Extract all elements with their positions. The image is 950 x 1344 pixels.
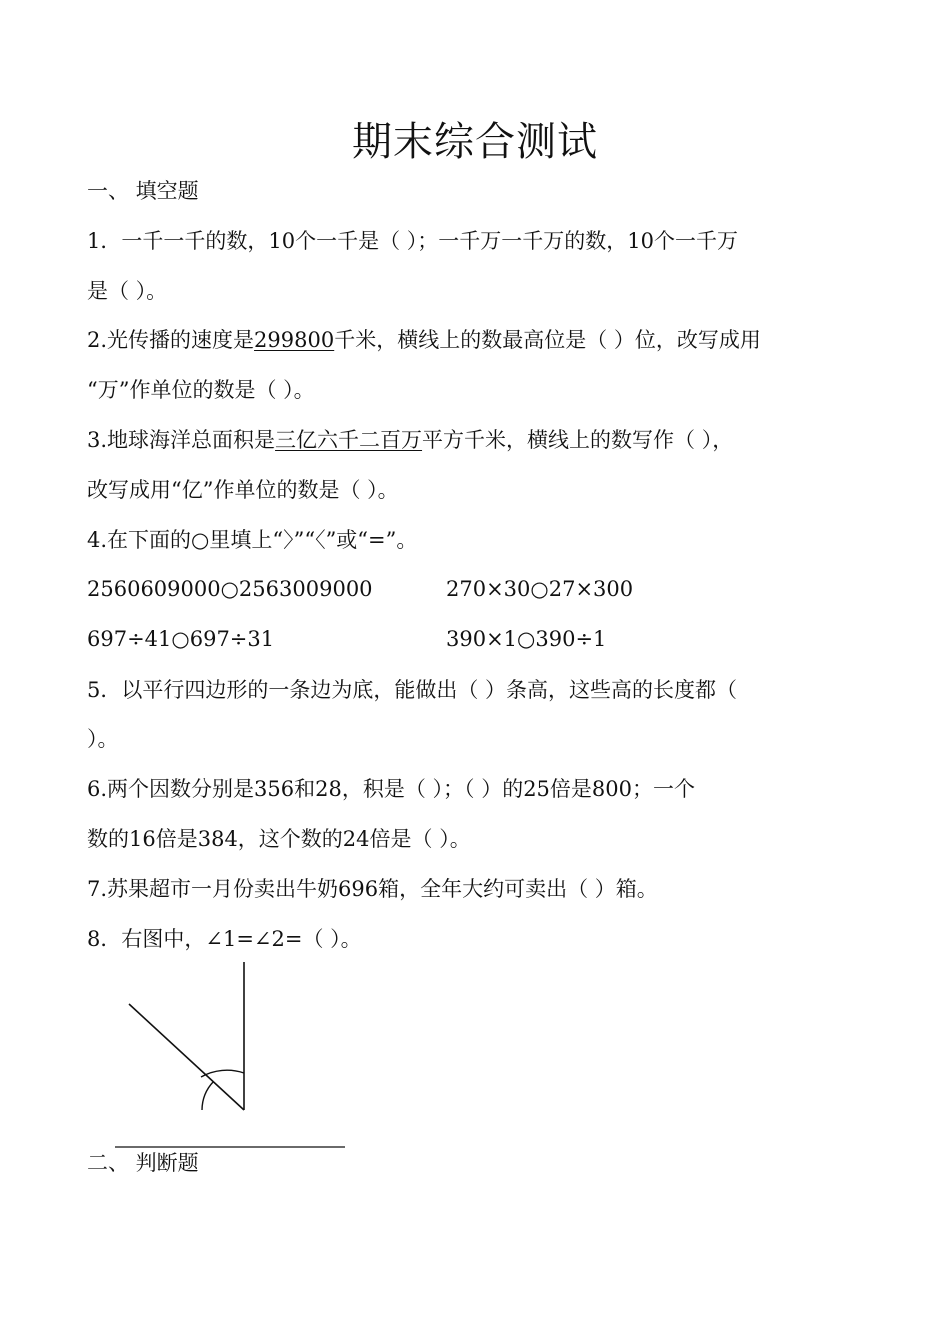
question-4-row-1-right: 270×30○27×300 xyxy=(446,577,634,601)
section-heading-fill-blank: 一、 填空题 xyxy=(87,179,199,203)
question-2-suffix: 千米，横线上的数最高位是（ ）位，改写成用 xyxy=(334,328,761,352)
diagonal-line xyxy=(129,1004,244,1110)
question-5-line-2: ）。 xyxy=(87,727,119,751)
question-8-line-1: 8．右图中，∠1=∠2=（ ）。 xyxy=(87,927,362,951)
question-6-line-2: 数的16倍是384，这个数的24倍是（ ）。 xyxy=(87,827,471,851)
question-7-line-1: 7.苏果超市一月份卖出牛奶696箱，全年大约可卖出（ ）箱。 xyxy=(87,877,658,901)
question-3-prefix: 3.地球海洋总面积是 xyxy=(87,428,276,452)
question-3-line-2: 改写成用“亿”作单位的数是（ ）。 xyxy=(87,478,399,502)
question-4-row-1-left: 2560609000○2563009000 xyxy=(87,577,373,601)
question-3-suffix: 平方千米，横线上的数写作（ ）， xyxy=(422,428,734,452)
question-4-row-2-left: 697÷41○697÷31 xyxy=(87,627,275,651)
question-2-prefix: 2.光传播的速度是 xyxy=(87,328,255,352)
question-2-underlined-number: 299800 xyxy=(254,328,335,352)
section-heading-true-false: 二、 判断题 xyxy=(87,1151,199,1175)
question-2-line-2: “万”作单位的数是（ ）。 xyxy=(87,378,315,402)
question-6-line-1: 6.两个因数分别是356和28，积是（ ）；（ ）的25倍是800；一个 xyxy=(87,777,695,801)
question-3-underlined-number: 三亿六千二百万 xyxy=(275,428,423,452)
question-1-line-2: 是（ ）。 xyxy=(87,279,168,303)
page-title: 期末综合测试 xyxy=(352,119,598,165)
question-4-line-1: 4.在下面的○里填上“〉”“〈”或“=”。 xyxy=(87,528,418,552)
question-4-row-2-right: 390×1○390÷1 xyxy=(446,627,607,651)
question-1-line-1: 1．一千一千的数，10个一千是（ ）；一千万一千万的数，10个一千万 xyxy=(87,229,738,253)
angle-arc-1 xyxy=(202,1082,214,1111)
question-5-line-1: 5．以平行四边形的一条边为底，能做出（ ）条高，这些高的长度都（ xyxy=(87,678,738,702)
